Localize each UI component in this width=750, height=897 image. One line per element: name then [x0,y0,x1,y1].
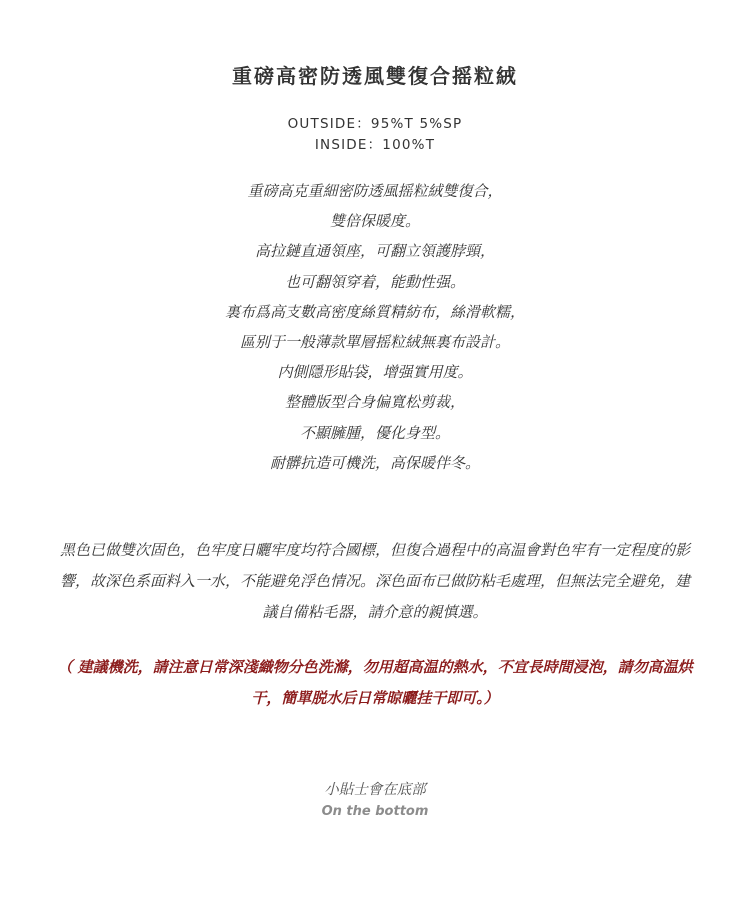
care-instructions: （ 建議機洗，請注意日常深淺織物分色洗滌，勿用超高温的熱水，不宜長時間浸泡，請勿高温烘干，簡單脱水后日常晾曬挂干即可。） [57,658,693,707]
fabric-composition [0,114,750,156]
description-line: 不顯臃腫，優化身型。 [299,423,450,442]
description-line: 耐髒抗造可機洗，高保暖伴冬。 [269,453,480,472]
description-line: 内側隱形貼袋，增强實用度。 [277,363,473,382]
product-description [0,176,750,478]
page-title: 重磅高密防透風雙復合摇粒絨 [232,64,518,88]
description-line: 裏布爲高支數高密度絲質精紡布，絲滑軟糯， [224,302,525,321]
tips-subheading: On the bottom [321,804,429,819]
description-line: 也可翻領穿着，能動性强。 [284,272,465,291]
description-line: 高拉鏈直通領座，可翻立領護脖頸， [254,242,495,261]
tips-heading: 小貼士會在底部 [324,782,426,798]
color-fastness-notice: 黑色已做雙次固色，色牢度日曬牢度均符合國標，但復合過程中的高温會對色牢有一定程度的影響，故深色系面料入一水，不能避免浮色情况。深色面布已做防粘毛處理，但無法完全避免，建議自備粘毛器，請介意的親慎選。 [59,541,690,621]
description-line: 區别于一般薄款單層摇粒絨無裏布設計。 [239,332,510,351]
inside-composition: INSIDE：100%T [314,137,436,153]
description-line: 整體版型合身偏寬松剪裁， [284,393,465,412]
outside-composition: OUTSIDE：95%T 5%SP [287,116,463,132]
description-line: 重磅高克重細密防透風摇粒絨雙復合， [247,182,503,200]
description-line: 雙倍保暖度。 [329,212,420,231]
